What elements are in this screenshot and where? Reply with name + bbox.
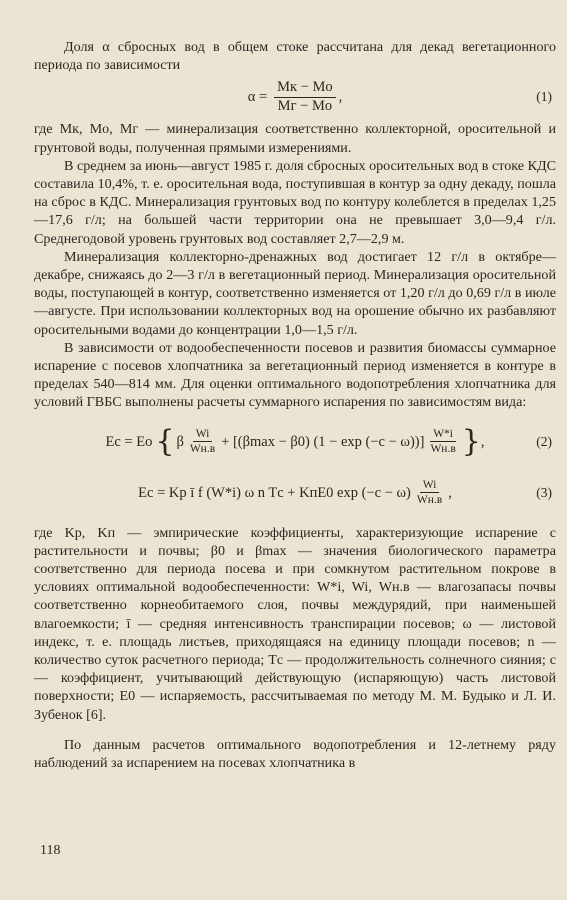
eq2-middle-term: + [(βmax − β0) (1 − exp (−c − ω))] (221, 433, 425, 450)
eq2-f2-numerator: W*i (430, 428, 456, 443)
eq2-f2-denominator: Wн.в (430, 443, 456, 456)
eq2-number: (2) (536, 433, 552, 449)
paragraph-where-mineralization: где Mк, Mо, Mг — минерализация соответственно коллекторной, оросительной и грунтовой воды, полученная прямыми измерениями. (34, 121, 556, 156)
eq1-number: (1) (536, 89, 552, 105)
eq3-lhs: Eс = Kр ī f (W*i) ω n Tс + KпE0 exp (−c − ω) (138, 484, 411, 501)
paragraph-calculations: По данным расчетов оптимального водопотребления и 12-летнему ряду наблюдений за испарением на посевах хлопчатника в (34, 736, 556, 772)
paragraph-coefficients: где Kр, Kп — эмпирические коэффициенты, характеризующие испарение с растительности и почвы; β0 и βmax — значения биологического параметра соответственно для периода посева и при сомкнутом растительном покрове в условиях оптимальной водообеспеченности: W*i, Wi, Wн.в — влагозапасы почвы соответственно корнеобитаемого слоя, почвы междурядий, при наименьшей влагоемкости; ī — средняя интенсивность транспирации посевов; ω — листовой индекс, т. е. площадь листьев, приходящаяся на единицу площади посевов; n — количество суток расчетного периода; Tс — продолжительность солнечного сияния; c — коэффициент, учитывающий действующую (испаряющую) часть листовой поверхности; E0 — испаряемость, рассчитываемая по методу М. М. Будыко и Л. И. Зубенок [6]. (34, 524, 556, 723)
eq3-denominator: Wн.в (416, 494, 443, 507)
eq1-fraction (274, 80, 336, 115)
eq3-fraction (414, 479, 445, 507)
eq1-tail: , (338, 89, 343, 106)
eq2-fraction-2 (427, 428, 458, 456)
eq1-lhs: α = (247, 89, 268, 106)
eq2-f1-denominator: Wн.в (189, 443, 216, 456)
paragraph-evaporation: В зависимости от водообеспеченности посевов и развития биомассы суммарное испарение с посевов хлопчатника за вегетационный период изменяется в контуре в пределах 540—814 мм. Для оценки оптимального водопотребления хлопчатника для условий ГВБС выполнены расчеты суммарного испарения по зависимостям вида: (34, 339, 556, 411)
eq2-lhs: Eс = Eо (105, 433, 153, 450)
paragraph-drainage-mineralization: Минерализация коллекторно-дренажных вод достигает 12 г/л в октябре—декабре, снижаясь до 2—3 г/л в вегетационный период. Минерализация оросительной воды, поступающей в контур, соответственно изменяется от 1,20 г/л до 0,69 г/л в июле—августе. При использовании коллекторных вод на орошение обычно их разбавляют оросительными водами до концентрации 1,0—1,5 г/л. (34, 248, 556, 338)
eq1-numerator: Mк − Mо (274, 80, 336, 98)
equation-1 (34, 74, 556, 120)
eq2-beta: β (176, 433, 184, 450)
eq2-left-brace: { (155, 423, 175, 459)
eq3-numerator: Wi (420, 479, 440, 494)
eq2-right-brace: } (461, 423, 481, 459)
equation-2 (34, 416, 556, 468)
page-number: 118 (40, 843, 61, 858)
equation-3 (34, 468, 556, 518)
eq3-tail: , (448, 484, 452, 501)
eq1-denominator: Mг − Mо (277, 97, 333, 114)
paragraph-summer-1985: В среднем за июнь—август 1985 г. доля сбросных оросительных вод в стоке КДС составила 10,4%, т. е. оросительная вода, поступившая в контур за одну декаду, пошла на сброс в КДС. Минерализация грунтовых вод по контуру колеблется в пределах 1,25—17,6 г/л; на большей части территории она не превышает 3,0—9,4 г/л. Среднегодовой уровень грунтовых вод составляет 2,7—2,9 м. (34, 157, 556, 247)
eq2-f1-numerator: Wi (193, 428, 213, 443)
paragraph-intro-alpha: Доля α сбросных вод в общем стоке рассчитана для декад вегетационного периода по зависимости (34, 39, 556, 74)
eq3-number: (3) (536, 484, 552, 500)
eq2-tail: , (480, 433, 485, 450)
eq2-fraction-1 (187, 428, 218, 456)
page-body (34, 38, 556, 772)
